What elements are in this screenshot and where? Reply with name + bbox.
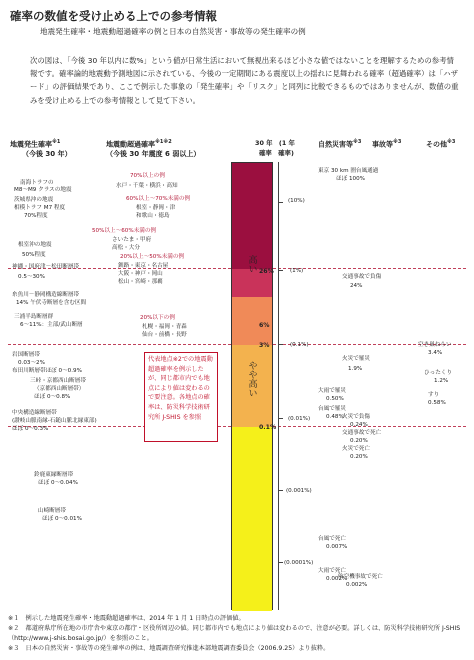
eq-mitoge-pct: ほぼ 0～0.8%	[34, 394, 71, 400]
scale-pct-01: 0.1%	[259, 424, 277, 431]
axis-tick	[279, 202, 283, 203]
oth-pickpocket: 空き巣ねらい	[418, 342, 452, 348]
eq-sagami-pct: 70%程度	[24, 213, 48, 219]
scale-pct-26: 26%	[259, 268, 274, 275]
page-title: 確率の数値を受け止める上での参考情報	[10, 9, 217, 23]
ex-r20-label: 20%以上～50%未満の例	[120, 254, 185, 260]
scale-label-mid: やや高い	[246, 361, 257, 397]
ex-r70-cities: 水戸・千葉・横浜・高知	[116, 183, 178, 189]
eq-nemuro-pct: 50%程度	[22, 252, 46, 258]
page-subtitle: 地震発生確率・地震動超過確率の例と日本の自然災害・事故等の発生確率の例	[40, 27, 306, 36]
nat-typhoon: 台風で罹災	[318, 406, 346, 412]
acc-fire-injury-pct: 0.24%	[350, 422, 368, 428]
eq-miura-pct: 6～11%：主部/武山断層	[20, 322, 83, 328]
eq-mitoge-sub: （京都西山断層帯）	[34, 386, 85, 392]
note-box: 代表地点※2での地震動超過確率を例示したが、同じ都市内でも地点により値は変わるので要注意。各地点の確率は、防災科学技術研究所 J-SHIS を参照	[144, 352, 218, 442]
oth-snatch-pct: 1.2%	[434, 378, 449, 384]
acc-fire-death-pct: 0.20%	[350, 454, 368, 460]
ex-r20-cities-c: 松山・宮崎・那覇	[118, 279, 163, 285]
ex-r60-cities-b: 和歌山・徳島	[136, 213, 170, 219]
annual-0001: (0.001%)	[286, 488, 312, 494]
nat-rain-death: 大雨で死亡	[318, 568, 346, 574]
axis-tick	[279, 418, 283, 419]
ex-r50-cities-b: 高松・大分	[112, 245, 140, 251]
ex-r20-cities-b: 大阪・神戸・岡山	[118, 271, 163, 277]
nat-tokyo-flood-pct: ほぼ 100%	[336, 176, 365, 182]
scale-label-high: 高い	[246, 255, 257, 273]
eq-chuo-pct: ほぼ 0～0.3%	[12, 426, 49, 432]
oth-snatch: ひったくり	[424, 370, 452, 376]
acc-traffic-injury-pct: 24%	[350, 283, 363, 289]
col6-header: その他$^{※3}$	[426, 139, 456, 149]
annual-10: (10%)	[288, 198, 305, 204]
nat-typhoon-death-pct: 0.007%	[326, 544, 348, 550]
acc-air-death-pct: 0.002%	[346, 582, 368, 588]
acc-fire-injury: 火災で負傷	[342, 414, 370, 420]
footnote-2: ※２ 都道府県庁所在地の市庁舎や東京の都庁・区役所周辺の値。同じ都市内でも地点により値は変わるので、注意が必要。詳しくは、防災科学技術研究所 J-SHIS（http://www.j-shis.bosai.go.jp/）を参照のこと。	[8, 625, 461, 642]
eq-kozu-pct: 0.5～30%	[18, 274, 45, 280]
eq-yamasaki-pct: ほぼ 0～0.01%	[42, 516, 82, 522]
acc-traffic-death: 交通事故で死亡	[342, 430, 382, 436]
acc-traffic-injury: 交通事故で負傷	[342, 274, 382, 280]
annual-01: (0.1%)	[290, 342, 309, 348]
eq-nankai-l2: M8～M9 クラスの地震	[14, 187, 72, 193]
nat-fire-injury: 火災で罹災	[342, 356, 370, 362]
ex-r20-cities-a: 釧路・東京・名古屋	[118, 263, 169, 269]
ex-rlow-cities-a: 札幌・福岡・青森	[142, 324, 187, 330]
footnotes	[8, 614, 464, 654]
annual-1: (1%)	[290, 268, 304, 274]
footnote-3: ※３ 日本の自然災害・事故等の発生確率の例は、地震調査研究推進本部地震調査委員会（2006.9.25）より抜粋。	[8, 645, 330, 652]
oth-theft: すり	[428, 392, 440, 398]
scale-pct-3: 3%	[259, 342, 270, 349]
oth-pickpocket-pct: 3.4%	[428, 350, 443, 356]
ex-rlow-label: 20%以下の例	[140, 315, 175, 321]
nat-rain-death-pct: 0.002%	[326, 576, 348, 582]
ex-r70-label: 70%以上の例	[130, 173, 165, 179]
eq-miura: 三浦半島断層群	[14, 314, 54, 320]
eq-iwakuni-pct: 0.03～2%	[18, 360, 45, 366]
ex-r60-label: 60%以上～70%未満の例	[126, 196, 191, 202]
eq-suzuka: 鈴鹿東縁断層帯	[34, 472, 74, 478]
eq-mitoge: 三峠・京都西山断層帯	[30, 378, 86, 384]
probability-scale-bar	[231, 162, 273, 610]
axis-tick	[279, 562, 283, 563]
scale-segment-orange	[232, 297, 272, 345]
nat-heavy-rain: 大雨で罹災	[318, 388, 346, 394]
acc-air-death: 航空機事故で死亡	[338, 574, 383, 580]
acc-fire-death: 火災で死亡	[342, 446, 370, 452]
oth-theft-pct: 0.58%	[428, 400, 446, 406]
eq-iwakuni: 岩国断層帯	[12, 352, 40, 358]
eq-nankai-l1: 南海トラフの	[20, 180, 54, 186]
eq-sagami: 相模トラフ M7 程度	[14, 205, 66, 211]
eq-chuo: 中央構造線断層帯	[12, 410, 57, 416]
eq-futagawa: 布田川断層帯ほぼ 0～0.9%	[12, 368, 82, 374]
ex-rlow-cities-b: 仙台・前橋・長野	[142, 332, 187, 338]
nat-typhoon-death: 台風で死亡	[318, 536, 346, 542]
eq-kozu: 神縄・国府津－松田断層帯	[12, 264, 80, 270]
nat-fire-injury-pct: 1.9%	[348, 366, 363, 372]
eq-chuo-sub: (讃岐山脈南縁-石鎚山脈北縁東部)	[12, 418, 97, 424]
eq-ibaraki: 茨城県沖の地震	[14, 197, 54, 203]
eq-itoigawa-sub: 14% 午伏寺断層を含む区間	[16, 300, 87, 306]
intro-paragraph: 次の図は、「今後 30 年以内に数%」という値が日常生活において無視出来るほど小さな値ではないことを理解するための参考情報です。確率論的地震動予測地図に示されている、今後の一定期間にある震度以上の揺れに見舞われる確率（超過確率）は「ハザード」の評価結果であり、ここで例示した事象の「発生確率」や「リスク」と同列に比較できるものではありませんが、数値の重みを受け止める上での参考情報として見て下さい。	[30, 56, 459, 105]
eq-nemuro: 根室沖の地震	[18, 242, 52, 248]
col2-subheader: （今後 30 年震度 6 弱以上）	[106, 150, 201, 158]
axis-tick	[279, 344, 283, 345]
col5-header: 事故等$^{※3}$	[372, 139, 402, 149]
ex-r50-label: 50%以上～60%未満の例	[92, 228, 157, 234]
eq-itoigawa: 糸魚川－静岡構造線断層帯	[12, 292, 80, 298]
ex-r60-cities-a: 根室・静岡・津	[136, 205, 176, 211]
scale-pct-6: 6%	[259, 322, 270, 329]
nat-heavy-rain-pct: 0.50%	[326, 396, 344, 402]
col2-header: 地震動超過確率$^{※1※2}$	[106, 139, 172, 149]
axis-tick	[279, 490, 283, 491]
axis-tick	[279, 270, 283, 271]
col3-header-line2: 確率 確率)	[259, 149, 294, 157]
footnote-1: ※１ 例示した地震発生確率・地震動超過確率は、2014 年 1 月 1 日時点の評価値。	[8, 615, 245, 622]
acc-traffic-death-pct: 0.20%	[350, 438, 368, 444]
ex-r50-cities-a: さいたま・甲府	[112, 237, 152, 243]
scale-segment-top	[232, 163, 272, 269]
eq-yamasaki: 山崎断層帯	[38, 508, 66, 514]
col1-subheader: （今後 30 年）	[22, 150, 72, 158]
nat-typhoon-pct: 0.48%	[326, 414, 344, 420]
scale-segment-yellow	[232, 427, 272, 611]
annual-00001: (0.0001%)	[284, 560, 314, 566]
annual-axis	[278, 162, 284, 610]
nat-tokyo-flood: 東京 30 km 圏台風通過	[318, 168, 379, 174]
col1-header: 地震発生確率$^{※1}$	[10, 139, 61, 149]
annual-001: (0.01%)	[288, 416, 311, 422]
col4-header: 自然災害等$^{※3}$	[318, 139, 362, 149]
eq-suzuka-pct: ほぼ 0～0.04%	[38, 480, 78, 486]
col3-header-line1: 30 年 (1 年	[255, 139, 295, 147]
